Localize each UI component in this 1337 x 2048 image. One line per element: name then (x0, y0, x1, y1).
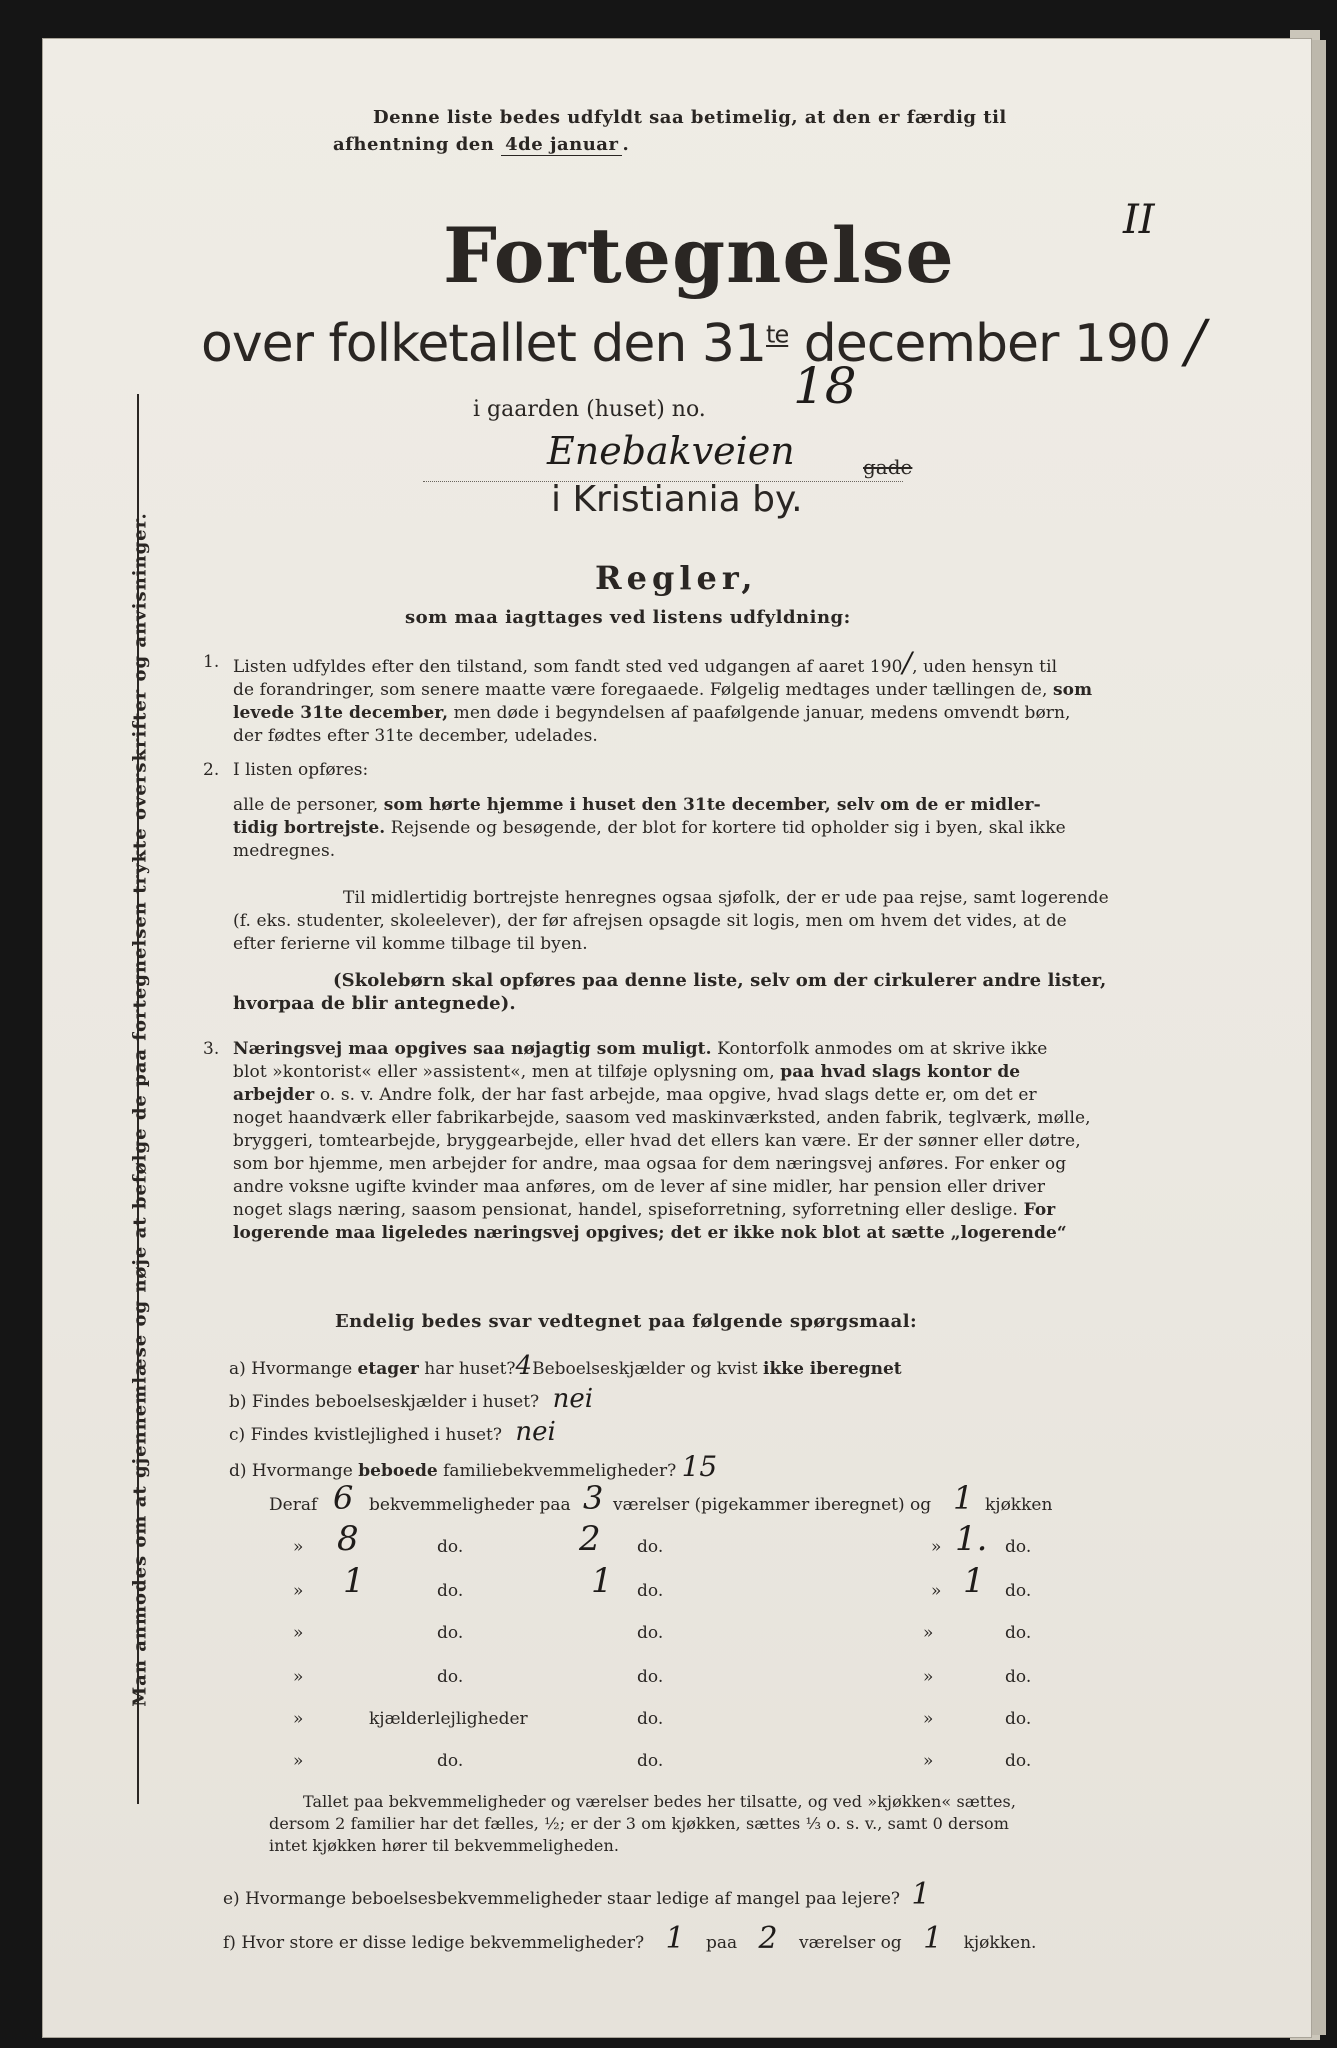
table-note-line-1: Tallet paa bekvemmeligheder og værelser bedes her tilsatte, og ved »kjøkken« sættes, (303, 1792, 1017, 1811)
question-c-text: Findes kvistlejlighed i huset? (250, 1425, 503, 1445)
rule-3-line-7: andre voksne ugifte kvinder maa anføres, om de lever af sine midler, har pension eller driver (233, 1177, 1046, 1197)
table-row-6-do-2: do. (637, 1709, 664, 1729)
question-e-label: e) (223, 1889, 240, 1909)
rule-2-line-2: Rejsende og besøgende, der blot for kortere tid opholder sig i byen, skal ikke (390, 818, 1066, 838)
rule-2-line-1: alle de personer, (233, 795, 379, 815)
rule-1-text (233, 646, 1193, 748)
subtitle-prefix: over folketallet den 31 (201, 314, 767, 374)
question-c-label: c) (229, 1425, 246, 1445)
question-d-text-2: familiebekvemmeligheder? (443, 1461, 677, 1481)
rule-1-line-1b: , uden hensyn til (912, 657, 1058, 677)
rule-2-p2-line-3: efter ferierne vil komme tilbage til byen. (233, 934, 588, 954)
table-row-5-ditto: » (293, 1667, 304, 1687)
question-a-answer: 4 (515, 1351, 533, 1381)
table-row-7-do-1: do. (437, 1751, 464, 1771)
street-name: Enebakveien (547, 429, 795, 473)
rule-2-intro: I listen opføres: (233, 760, 369, 780)
rule-2-paragraph-3 (233, 969, 1213, 1015)
table-row-2-kitchen: 1. (955, 1519, 988, 1559)
question-e-text: Hvormange beboelsesbekvemmeligheder staar ledige af mangel paa lejere? (245, 1889, 900, 1909)
rules-subheading: som maa iagttages ved listens udfyldning: (405, 607, 851, 628)
question-e-answer: 1 (911, 1877, 931, 1912)
rule-3-line-3-bold: arbejder (233, 1085, 315, 1105)
table-row-6-do-3: do. (1005, 1709, 1032, 1729)
city-line: i Kristiania by. (551, 479, 803, 520)
question-b-text: Findes beboelseskjælder i huset? (251, 1392, 540, 1412)
table-col3-header: kjøkken (985, 1495, 1053, 1515)
question-c-answer: nei (515, 1417, 556, 1447)
question-d-answer: 15 (681, 1450, 718, 1483)
table-row-2-do-1: do. (437, 1537, 464, 1557)
question-f-label: f) (223, 1933, 236, 1953)
question-f-answer-3: 1 (923, 1921, 943, 1956)
rule-3-line-2-bold: paa hvad slags kontor de (780, 1062, 1021, 1082)
table-row-4-do-1: do. (437, 1623, 464, 1643)
question-a-bold-2: ikke iberegnet (763, 1359, 902, 1379)
rule-3-line-8: noget slags næring, saasom pensionat, handel, spiseforretning, syforretning eller deslige. (233, 1200, 1019, 1220)
questions-intro: Endelig bedes svar vedtegnet paa følgende spørgsmaal: (335, 1311, 918, 1332)
rule-3-line-3: o. s. v. Andre folk, der har fast arbejde, maa opgive, hvad slags dette er, om det er (319, 1085, 1037, 1105)
table-row-1-kitchen: 1 (953, 1479, 974, 1517)
rule-3-line-2: blot »kontorist« eller »assistent«, men at tilføje oplysning om, (233, 1062, 775, 1082)
subtitle-sup: te (766, 320, 789, 349)
table-row-1-count: 6 (333, 1479, 354, 1517)
side-note: Man anmodes om at gjennemlæse og nøje at befølge de paa fortegnelsen trykte overskrifter og anvisninger. (129, 512, 151, 1707)
table-row-2-count: 8 (337, 1519, 359, 1559)
rule-3-line-5: bryggeri, tomtearbejde, bryggearbejde, eller hvad det ellers kan være. Er der sønner eller døtre, (233, 1131, 1081, 1151)
table-row-4-ditto: » (293, 1623, 304, 1643)
rule-2-p2-line-1: Til midlertidig bortrejste henregnes ogsaa sjøfolk, der er ude paa rejse, samt logerende (343, 888, 1109, 908)
question-e (223, 1877, 931, 1912)
table-row-3-do-2: do. (637, 1581, 664, 1601)
rule-1-year: / (902, 646, 913, 679)
rule-1-number: 1. (203, 652, 220, 672)
table-row-5-do-1: do. (437, 1667, 464, 1687)
table-col2-header: værelser (pigekammer iberegnet) og (613, 1495, 932, 1515)
question-a (229, 1351, 902, 1381)
rules-heading: Regler, (595, 559, 758, 597)
table-row-5-do-2: do. (637, 1667, 664, 1687)
table-note (269, 1791, 1189, 1857)
page-title: Fortegnelse (443, 211, 955, 300)
question-a-label: a) (229, 1359, 246, 1379)
question-d-text-1: Hvormange (251, 1461, 353, 1481)
question-d-bold: beboede (358, 1461, 438, 1481)
rule-1-line-4: der fødtes efter 31te december, udelades. (233, 726, 598, 746)
instruction-date: 4de januar (501, 134, 622, 156)
address-label: i gaarden (huset) no. (473, 397, 706, 422)
rule-2-paragraph-2 (233, 887, 1193, 956)
table-row-3-ditto-2: » (931, 1581, 942, 1601)
table-row-4-do-2: do. (637, 1623, 664, 1643)
table-row-3-kitchen: 1 (963, 1561, 985, 1601)
table-row-3-do-1: do. (437, 1581, 464, 1601)
question-b-label: b) (229, 1392, 247, 1412)
rule-3-number: 3. (203, 1039, 220, 1059)
question-a-text-2: har huset? (424, 1359, 516, 1379)
table-row-5-do-3: do. (1005, 1667, 1032, 1687)
question-a-bold: etager (357, 1359, 419, 1379)
rule-1-line-3-bold: levede 31te december, (233, 703, 449, 723)
table-row-7-do-2: do. (637, 1751, 664, 1771)
table-col1-header: bekvemmeligheder paa (369, 1495, 571, 1515)
question-f-paa: paa (705, 1933, 738, 1953)
street-label: gade (863, 455, 913, 479)
rule-2-text (233, 794, 1193, 863)
rule-1-line-3: men døde i begyndelsen af paafølgende januar, medens omvendt børn, (453, 703, 1071, 723)
subtitle (201, 307, 1204, 375)
table-row-7-ditto: » (293, 1751, 304, 1771)
table-row-6-ditto-2: » (923, 1709, 934, 1729)
question-f-answer-2: 2 (758, 1921, 778, 1956)
table-row-3-rooms: 1 (591, 1561, 613, 1601)
question-f-text: Hvor store er disse ledige bekvemmeligheder? (241, 1933, 645, 1953)
rule-3-line-6: som bor hjemme, men arbejder for andre, maa ogsaa for dem næringsvej anføres. For enker og (233, 1154, 1067, 1174)
roman-annotation: II (1123, 197, 1155, 243)
rule-3-line-8-bold: For (1023, 1200, 1056, 1220)
question-f (223, 1921, 1036, 1956)
table-row-3-do-3: do. (1005, 1581, 1032, 1601)
question-c (229, 1417, 556, 1447)
table-row-6-ditto: » (293, 1709, 304, 1729)
question-a-text-3: Beboelseskjælder og kvist (532, 1359, 758, 1379)
table-row-5-ditto-2: » (923, 1667, 934, 1687)
table-row-2-do-2: do. (637, 1537, 664, 1557)
table-row-2-ditto-2: » (931, 1537, 942, 1557)
table-row-7-do-3: do. (1005, 1751, 1032, 1771)
subtitle-suffix: december 190 (803, 314, 1171, 374)
table-row-2-do-3: do. (1005, 1537, 1032, 1557)
rule-2-line-3: medregnes. (233, 841, 336, 861)
census-form-page (42, 38, 1312, 2038)
table-row-7-ditto-2: » (923, 1751, 934, 1771)
instruction-line-1: Denne liste bedes udfyldt saa betimelig, at den er færdig til (373, 107, 1007, 128)
rule-3-line-1: Kontorfolk anmodes om at skrive ikke (717, 1039, 1048, 1059)
year-digit: / (1185, 307, 1205, 375)
table-row-2-ditto: » (293, 1537, 304, 1557)
street-line (423, 429, 913, 482)
table-cellar-label: kjælderlejligheder (369, 1709, 528, 1729)
rule-1-line-2: de forandringer, som senere maatte være foregaaede. Følgelig medtages under tællingen de, (233, 680, 1048, 700)
table-row-3-count: 1 (343, 1561, 365, 1601)
table-row-1-rooms: 3 (583, 1479, 604, 1517)
rule-1-line-1: Listen udfyldes efter den tilstand, som fandt sted ved udgangen af aaret 190 (233, 657, 903, 677)
table-row-2-rooms: 2 (579, 1519, 601, 1559)
instruction-prefix: afhentning den (333, 134, 495, 155)
question-b-answer: nei (552, 1384, 594, 1414)
instruction-suffix: . (622, 134, 630, 155)
rule-3-line-4: noget haandværk eller fabrikarbejde, saasom ved maskinværksted, anden fabrik, teglværk, mølle, (233, 1108, 1091, 1128)
question-d (229, 1450, 717, 1483)
question-d-label: d) (229, 1461, 247, 1481)
rule-2-p3-line-2: hvorpaa de blir antegnede). (233, 993, 516, 1014)
table-row-4-ditto-2: » (923, 1623, 934, 1643)
rule-2-line-1-bold: som hørte hjemme i huset den 31te december, selv om de er midler- (383, 795, 1041, 815)
rule-2-p2-line-2: (f. eks. studenter, skoleelever), der før afrejsen opsagde sit logis, men om hvem det vides, at de (233, 911, 1067, 931)
rule-3-line-9: logerende maa ligeledes næringsvej opgives; det er ikke nok blot at sætte „logerende“ (233, 1223, 1067, 1243)
rule-2-p3-line-1: (Skolebørn skal opføres paa denne liste, selv om der cirkulerer andre lister, (333, 970, 1107, 991)
question-a-text-1: Hvormange (251, 1359, 353, 1379)
house-number: 18 (793, 357, 857, 415)
table-note-line-2: dersom 2 familier har det fælles, ½; er der 3 om kjøkken, sættes ⅓ o. s. v., samt 0 dersom (269, 1814, 1010, 1833)
rule-3-text (233, 1038, 1203, 1245)
question-f-kitchen: kjøkken. (963, 1933, 1037, 1953)
question-f-rooms: værelser og (799, 1933, 902, 1953)
table-row-4-do-3: do. (1005, 1623, 1032, 1643)
rule-2-line-2-bold: tidig bortrejste. (233, 818, 386, 838)
table-deraf: Deraf (269, 1495, 318, 1515)
question-f-answer-1: 1 (665, 1921, 685, 1956)
table-note-line-3: intet kjøkken hører til bekvemmeligheden. (269, 1836, 620, 1855)
rule-1-line-2-bold: som (1052, 680, 1093, 700)
question-b (229, 1384, 593, 1414)
instruction-line-2 (333, 134, 629, 155)
table-row-3-ditto: » (293, 1581, 304, 1601)
rule-3-line-1-bold: Næringsvej maa opgives saa nøjagtig som muligt. (233, 1039, 712, 1059)
rule-2-number: 2. (203, 760, 220, 780)
